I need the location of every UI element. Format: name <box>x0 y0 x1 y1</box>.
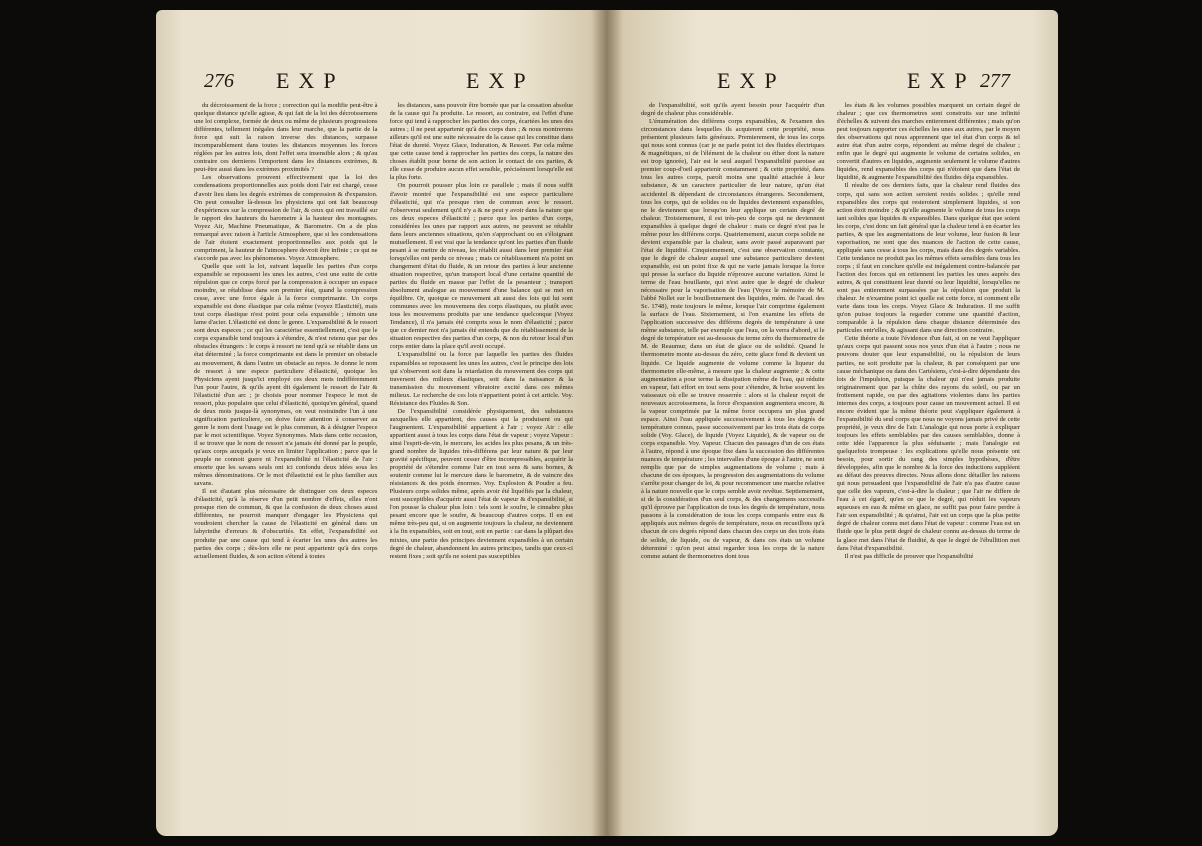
right-page <box>607 10 1058 836</box>
paragraph: les distances, sans pouvoir être bornée que par la cessation absolue de la cause qui l'a produite. Le ressort, au contraire, est l'effet d'une force qui tend à rapprocher les parties des corps, écartées les unes des autres ; il ne peut appartenir qu'à des corps durs ; & nous montrerons ailleurs qu'il est une suite nécessaire de la cause qui les constitue dans l'état de dureté. Voyez Glace, Induration, & Ressort. Par cela même que cette cause tend à rapprocher les parties des corps, la nature des choses établit pour borne de son action le contact de ces parties, & elle cesse de produire aucun effet sensible, précisément lorsqu'elle est la plus forte. <box>389 102 573 182</box>
left-page-columns <box>194 102 573 812</box>
text-column <box>837 102 1021 812</box>
paragraph: L'énumération des différens corps expansibles, & l'examen des circonstances dans lesquelles ils acquierent cette propriété, nous présentent plusieurs faits généraux. Premierement, de tous les corps qui nous sont connus (car je ne parle point ici des fluides électriques & magnétiques, ni de l'élément de la chaleur ou éther dont la nature est trop ignorée), l'air est le seul auquel l'expansibilité paroisse au premier coup-d'oeil appartenir constamment ; & cette propriété, dans tous les autres corps, paroît moins une qualité attachée à leur substance, & un caractere particulier de leur nature, qu'un état accidentel & dépendant de circonstances étrangeres. Secondement, tous les corps, qui de solides ou de liquides deviennent expansibles, ne le deviennent que lorsqu'on leur applique un certain degré de chaleur. Troisiemement, il est très-peu de corps qui ne deviennent expansibles à quelque degré de chaleur : mais ce degré n'est pas le même pour les différens corps. Quatriemement, aucun corps solide ne devient expansible par la chaleur, sans avoir passé auparavant par l'état de liquidité. Cinquiemement, c'est une observation constante, que le degré de chaleur auquel une substance particuliere devient expansible, est un point fixe & qui ne varie jamais lorsque la force qui presse la surface du liquide n'éprouve aucune variation. Ainsi le terme de l'eau bouillante, qui n'est autre que le degré de chaleur nécessaire pour la vaporisation de l'eau (Voyez le mémoire de M. l'abbé Nollet sur le bouillonnement des liquides, mém. de l'acad. des Sc. 1748), reste toujours le même, lorsque l'air comprime également la surface de l'eau. Sixiemement, si l'on examine les effets de l'application successive des différens degrés de température à une même substance, telle par exemple que l'eau, on la verra d'abord, si le degré de température est au-dessous du terme zéro du thermometre de M. de Reaumur, dans un état de glace ou de solidité. Quand le thermometre monte au-dessus du zéro, cette glace fond & devient un liquide. Ce liquide augmente de volume comme la liqueur du thermometre elle-même, à mesure que la chaleur augmente ; & cette augmentation a pour terme la dissipation même de l'eau, qui réduite en vapeur, fait effort en tout sens pour s'étendre, & brise souvent les vaisseaux où elle se trouve resserrée : alors si la chaleur reçoit de nouveaux accroissemens, la force d'expansion augmentera encore, & la vapeur comprimée par la même force occupera un plus grand espace. Ainsi l'eau appliquée successivement à tous les degrés de température connus, passe successivement par les trois états de corps solide (Voy. Glace), de liquide (Voyez Liquide), & de vapeur ou de corps expansible. Voy. Vapeur. Chacun des passages d'un de ces états à l'autre, répond à une époque fixe dans la succession des différentes nuances de température ; les intervalles d'une époque à l'autre, ne sont remplis que par de simples augmentations de volume ; mais à chacune de ces époques, la progression des augmentations du volume s'arrête pour changer de loi, & pour recommencer une marche relative à la nature nouvelle que le corps semble avoir revêtue. Septiemement, si de la considération d'un seul corps, & des changemens successifs qu'il éprouve par l'application de tous les degrés de température, nous passons à la considération de tous les corps comparés entre eux & appliqués aux mêmes degrés de température, nous en recueillons qu'à chacun de ces degrés répond dans chacun des corps un des trois états de solide, de liquide, ou de vapeur, & dans ces états un volume déterminé : qu'on peut ainsi regarder tous les corps de la nature comme autant de thermometres dont tous <box>641 118 825 560</box>
left-page <box>156 10 607 836</box>
paragraph: les états & les volumes possibles marquent un certain degré de chaleur ; que ces thermometres sont construits sur une infinité d'échelles & suivent des marches entierement différentes ; mais qu'on peut toujours rapporter ces échelles les unes aux autres, par le moyen des observations qui nous apprennent que tel état d'un corps & tel autre état d'un autre corps, répondent au même degré de chaleur ; enfin que le degré qui augmente le volume de certains solides, en convertit d'autres en liquides, augmente seulement le volume d'autres liquides, rend expansibles des corps qui n'étoient que dans l'état de liquidité, & augmente l'expansibilité des fluides déja expansibles. <box>836 102 1020 182</box>
left-page-header <box>186 68 577 98</box>
paragraph: Les observations prouvent effectivement que la loi des condensations proportionnelles aux poids dont l'air est chargé, cesse d'avoir lieu dans les degrés extrèmes de compression & d'expansion. On peut consulter là-dessus les physiciens qui ont fait beaucoup d'expériences sur la compression de l'air, & ceux qui ont travaillé sur le rapport des hauteurs du barometre à la hauteur des montagnes. Voyez Air, Machine Pneumatique, & Barometre. On a de plus remarqué avec raison à l'article Atmosphere, que si les condensations de l'air étoient exactement proportionnelles aux poids qui le compriment, la hauteur de l'atmosphere devroit être infinie ; ce qui ne s'accorde pas avec les phénomenes. Voyez Atmosphere. <box>194 174 378 262</box>
text-column <box>641 102 825 812</box>
page-number: 276 <box>204 70 234 92</box>
text-column <box>194 102 378 812</box>
paragraph: Cette théorie a toute l'évidence d'un fait, si on ne veut l'appliquer qu'aux corps qui passent sous nos yeux d'un état à l'autre ; nous ne pouvons douter que leur expansibilité, ou la répulsion de leurs parties, ne soit produite par la chaleur, & par conséquent par une cause méchanique ou dans des Cartésiens, c'est-à-dire dépendante des lois de l'impulsion, puisque la chaleur qui n'est jamais produite originairement que par la chûte des rayons du soleil, ou par un frottement rapide, ou par des agitations violentes dans les parties internes des corps, a toujours pour cause un mouvement actuel. Il est encore évident que la même théorie peut s'appliquer également à l'expansibilité du seul corps que nous ne voyons jamais privé de cette propriété, je veux dire de l'air. L'analogie qui nous porte à expliquer toujours les effets semblables par des causes semblables, donne à cette idée l'apparence la plus séduisante ; mais l'analogie est quelquefois trompeuse : les explications qu'elle nous présente ont besoin, pour sortir du rang des simples hypothèses, d'être développées, afin que le nombre & la force des inductions suppléent au défaut des preuves directes. Nous allons donc détailler les raisons qui nous persuadent que l'expansibilité de l'air n'a pas d'autre cause que celle des vapeurs, c'est-à-dire la chaleur ; que l'air ne differe de l'eau à cet égard, qu'en ce que le degré, qui réduit les vapeurs aqueuses en eau & même en glace, ne suffit pas pour faire perdre à l'air son expansibilité ; & qu'ainsi, l'air est un corps que la plus petite degré de chaleur connu met dans l'état de vapeur : comme l'eau est un fluide que le plus petit degré de chaleur connu au-dessus du terme de la glace met dans l'état de fluidité, & que le degré de l'ébullition met dans l'état d'expansibilité. <box>836 335 1020 552</box>
paragraph: De l'expansibilité considérée physiquement, des substances auxquelles elle appartient, des causes qui la produisent ou qui l'augmentent. L'expansibilité appartient à l'air ; voyez Air : elle appartient aussi à tous les corps dans l'état de vapeur ; voyez Vapeur : ainsi l'esprit-de-vin, le mercure, les acides les plus pesans, & un très-grand nombre de liquides très-différens par leur nature & par leur gravité spécifique, peuvent cesser d'être incompressibles, acquérir la propriété de s'étendre comme l'air en tout sens & sans bornes, & soutenir comme lui le mercure dans le barometre, & de vaincre des résistances & des poids énormes. Voy. Explosion & Poudre a feu. Plusieurs corps solides même, après avoir été liquéfiés par la chaleur, sont susceptibles d'acquérir aussi l'état de vapeur & d'expansibilité, si l'on pousse la chaleur plus loin : tels sont le soufre, le cinnabre plus pesant encore que le soufre, & beaucoup d'autres corps. Il en est même très-peu qui, si on augmente toujours la chaleur, ne deviennent à la fin expansibles, soit en tout, soit en partie : car dans la plûpart des mixtes, une partie des principes deviennent expansibles à un certain degré de chaleur, abandonnent les autres principes, tandis que ceux-ci restent fixes ; soit qu'ils ne soient pas susceptibles <box>389 407 573 560</box>
running-head: EXP <box>276 68 345 93</box>
paragraph: Il est d'autant plus nécessaire de distinguer ces deux especes d'élasticité, qu'à la réserve d'un petit nombre d'effets, elles n'ont presque rien de commun, & que la confusion de deux choses aussi différentes, ne pourroit manquer d'engager les Physiciens qui voudroient chercher la cause de l'élasticité en général dans un labyrinthe d'erreurs & d'obscurités. En effet, l'expansibilité est produite par une cause qui tend à écarter les unes des autres les parties des corps ; dès-lors elle ne peut appartenir qu'à des corps actuellement fluides, & son action s'étend à toutes <box>194 488 378 560</box>
right-page-header <box>637 68 1028 98</box>
paragraph: de l'expansibilité, soit qu'ils ayent besoin pour l'acquérir d'un degré de chaleur plus considérable. <box>641 102 825 118</box>
running-head: EXP <box>717 68 786 93</box>
paragraph: On pourroit pousser plus loin ce parallele ; mais il nous suffit d'avoir montré que l'expansibilité est une espece particuliere d'élasticité, qui n'a presque rien de commun avec le ressort. J'observerai seulement qu'il n'y a & ne peut y avoir dans la nature que ces deux especes d'élasticité ; parce que les parties d'un corps, considérées les unes par rapport aux autres, ne peuvent se rétablir dans leurs anciennes situations, qu'en s'approchant ou en s'éloignant mutuellement. Il est vrai que la tendance qu'ont les parties d'un fluide pesant à se mettre de niveau, les rétablit aussi dans leur premier état lorsqu'elles ont perdu ce niveau ; mais ce rétablissement n'a point un changement d'état du fluide, & un retour des parties à leur ancienne situation respective, qu'un transport local d'une certaine quantité de parties du fluide en masse par l'effet de la pesanteur ; transport absolument analogue au mouvement d'une balance qui se met en équilibre. Or, quoique ce mouvement ait aussi des lois qui lui sont communes avec les mouvemens des corps élastiques, ou plutôt avec tous les mouvemens produits par une tendance quelconque (Voyez Tendance), il n'a jamais été compris sous le nom d'élasticité ; parce que ce dernier mot n'a jamais été entendu que du rétablissement de la situation respective des parties d'un corps, & non du retour local d'un corps entier dans la place qu'il avoit occupé. <box>389 182 573 351</box>
paragraph: du décroissement de la force ; correction qui la modifie peut-être à quelque distance qu'elle agisse, & qui fait de la loi des décroissemens une loi complexe, formée de deux ou même de plusieurs progressions différentes, tellement inégales dans leur marche, que la partie de la force qui suit la raison inverse des distances, surpasse incomparablement dans toutes les distances moyennes les forces réglées par les autres lois, dont l'effet sera insensible alors ; & qu'au contraire ces dernieres l'emportent dans les distances extrèmes, & peut-être aussi dans les extrèmes proximités ? <box>194 102 378 174</box>
page-number: 277 <box>980 70 1010 92</box>
paragraph: Quelle que soit la loi, suivant laquelle les parties d'un corps expansible se repoussent les unes les autres, c'est une suite de cette répulsion que ce corps forcé par la compression à occuper un espace moindre, se rétablisse dans son premier état, quand la compression cesse, avec une force égale à la force comprimante. Un corps expansible est donc élastique par cela même (voyez Elasticité), mais tout corps élastique n'est point pour cela expansible ; témoin une lame d'acier. L'élasticité est donc le genre. L'expansibilité & le ressort sont deux especes ; ce qui les caractérise essentiellement, c'est que le corps expansible tend toujours à s'étendre, & n'est retenu que par des obstacles étrangers : le corps à ressort ne tend qu'à se rétablir dans un état déterminé ; la force comprimante est dans le premier un obstacle au mouvement, & dans l'autre un obstacle au repos. Je donne le nom de ressort à une espece particuliere d'élasticité, quoique les Physiciens ayent jusqu'ici employé ces deux mots indifféremment l'un pour l'autre, & qu'ils ayent dit également le ressort de l'air & l'élasticité d'un arc ; je choisis pour nommer l'espece le mot de ressort, plus populaire que celui d'élasticité, quoiqu'en général, quand de deux mots jusque-là synonymes, on veut restraindre l'un à une signification particuliere, on doive faire attention à conserver au genre le nom dont l'usage est le plus commun, & à désigner l'espece par le mot scientifique. Voyez Synonymes. Mais dans cette occasion, il se trouve que le nom de ressort n'a jamais été donné par le peuple, qu'aux corps auxquels je veux en limiter l'application ; parce que le peuple ne connoit guere ni l'expansibilité ni l'élasticité de l'air : ensorte que les savans seuls ont ici confondu deux idées sous les mêmes dénominations. Or le mot d'élasticité est le plus familier aux savans. <box>194 262 378 488</box>
open-book <box>156 10 1058 836</box>
running-head: EXP <box>466 68 535 93</box>
text-column <box>390 102 574 812</box>
paragraph: Il résulte de ces derniers faits, que la chaleur rend fluides des corps, qui sans son action seroient restés solides ; qu'elle rend expansibles des corps qui resteroient simplement liquides, si son action étoit moindre ; & qu'elle augmente le volume de tous les corps tant solides que liquides & expansibles. Dans quelque état que soient les corps, c'est donc un fait général que la chaleur tend à en écarter les parties, & que les augmentations de leur volume, leur fusion & leur vaporisation, ne sont que des nuances de l'action de cette cause, appliquée sans cesse à tous les corps, mais dans des degrés variables. Cette tendance ne produit pas les mêmes effets sensibles dans tous les corps ; il faut en conclure qu'elle est inégalement contre-balancée par l'action des forces qui en retiennent les parties les unes auprès des autres, & qui constituent leur dureté ou leur liquidité, lorsqu'elles ne sont pas entierement surpassées par la répulsion que produit la chaleur. Je n'examine point ici quelle est cette force, ni comment elle varie dans tous les corps. Voyez Glace & Induration. Il me suffit qu'on puisse toujours la regarder comme une quantité d'action, comparable à la répulsion dans chaque distance déterminée des particules entr'elles, & agissant dans une direction contraire. <box>836 182 1020 335</box>
paragraph: L'expansibilité ou la force par laquelle les parties des fluides expansibles se repoussent les unes les autres, c'est le principe des lois qui s'observent soit dans la retardation du mouvement des corps qui traversent des milieux élastiques, soit dans la naissance & la transmission du mouvement vibratoire excité dans ces mêmes milieux. Le recherche de ces lois n'appartient point à cet article. Voy. Résistance des Fluides & Son. <box>389 351 573 407</box>
right-page-columns <box>641 102 1020 812</box>
paragraph: Il n'est pas difficile de prouver que l'expansibilité <box>844 552 974 560</box>
running-head: EXP <box>907 68 976 93</box>
